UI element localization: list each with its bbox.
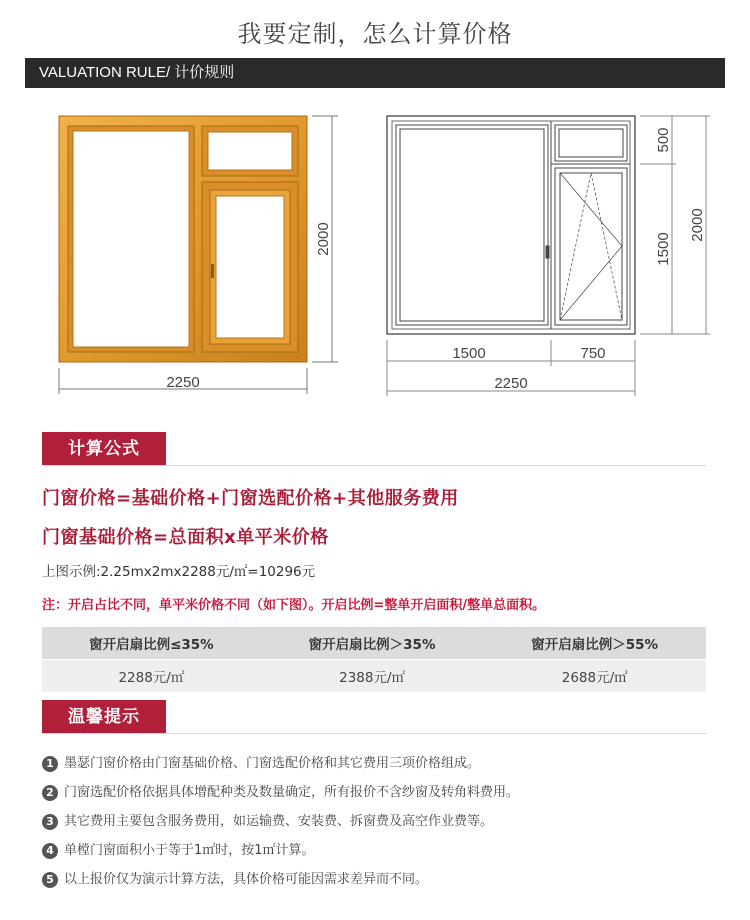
- right-right-width-label: 750: [580, 345, 606, 362]
- tip-number-badge: 1: [42, 756, 58, 772]
- price-value-35: 2288元/㎡: [42, 660, 261, 693]
- tip-item: [42, 870, 722, 899]
- left-height-label: 2000: [315, 222, 332, 256]
- example-calculation: 上图示例:2.25mx2mx2288元/㎡=10296元: [42, 564, 316, 580]
- tip-item: [42, 841, 722, 870]
- formula-divider: [42, 465, 706, 466]
- window-diagrams: [0, 96, 750, 416]
- opening-ratio-note: 注：开启占比不同，单平米价格不同（如下图）。开启比例=整单开启面积/整单总面积。: [42, 598, 546, 613]
- tips-section-tag: 温馨提示: [42, 700, 166, 734]
- tip-item: [42, 812, 722, 841]
- formula-base-price: 门窗基础价格=总面积x单平米价格: [42, 527, 329, 548]
- price-header-over-35: 窗开启扇比例＞35%: [261, 627, 484, 660]
- right-top-height-label: 500: [655, 127, 672, 153]
- tip-number-badge: 4: [42, 843, 58, 859]
- tip-number-badge: 3: [42, 814, 58, 830]
- tip-number-badge: 2: [42, 785, 58, 801]
- wood-window-diagram: [59, 116, 338, 394]
- page-title: 我要定制，怎么计算价格: [237, 20, 513, 48]
- right-bottom-height-label: 1500: [655, 232, 672, 266]
- tips-list: [42, 754, 722, 899]
- tip-number-badge: 5: [42, 872, 58, 888]
- price-value-over-55: 2688元/㎡: [483, 660, 706, 693]
- price-table: [42, 627, 706, 692]
- right-left-width-label: 1500: [452, 345, 486, 362]
- tip-item: [42, 783, 722, 812]
- tip-text: 墨瑟门窗价格由门窗基础价格、门窗选配价格和其它费用三项价格组成。: [64, 756, 481, 771]
- price-table-value-row: [42, 660, 706, 693]
- right-total-width-label: 2250: [494, 375, 528, 392]
- price-value-over-35: 2388元/㎡: [261, 660, 484, 693]
- price-header-35: 窗开启扇比例≤35%: [42, 627, 261, 660]
- formula-section-tag: 计算公式: [42, 432, 166, 466]
- tip-text: 其它费用主要包含服务费用，如运输费、安装费、拆窗费及高空作业费等。: [64, 814, 494, 829]
- tip-text: 单樘门窗面积小于等于1㎡时，按1㎡计算。: [64, 843, 315, 858]
- tip-item: [42, 754, 722, 783]
- tip-text: 门窗选配价格依据具体增配种类及数量确定，所有报价不含纱窗及转角料费用。: [64, 785, 520, 800]
- tip-text: 以上报价仅为演示计算方法，具体价格可能因需求差异而不同。: [64, 872, 429, 887]
- left-width-label: 2250: [166, 374, 200, 391]
- right-total-height-label: 2000: [689, 208, 706, 242]
- price-table-header-row: [42, 627, 706, 660]
- tips-divider: [42, 733, 706, 734]
- price-header-over-55: 窗开启扇比例＞55%: [483, 627, 706, 660]
- valuation-rule-bar: VALUATION RULE/ 计价规则: [25, 58, 725, 88]
- formula-total-price: 门窗价格=基础价格+门窗选配价格+其他服务费用: [42, 488, 459, 509]
